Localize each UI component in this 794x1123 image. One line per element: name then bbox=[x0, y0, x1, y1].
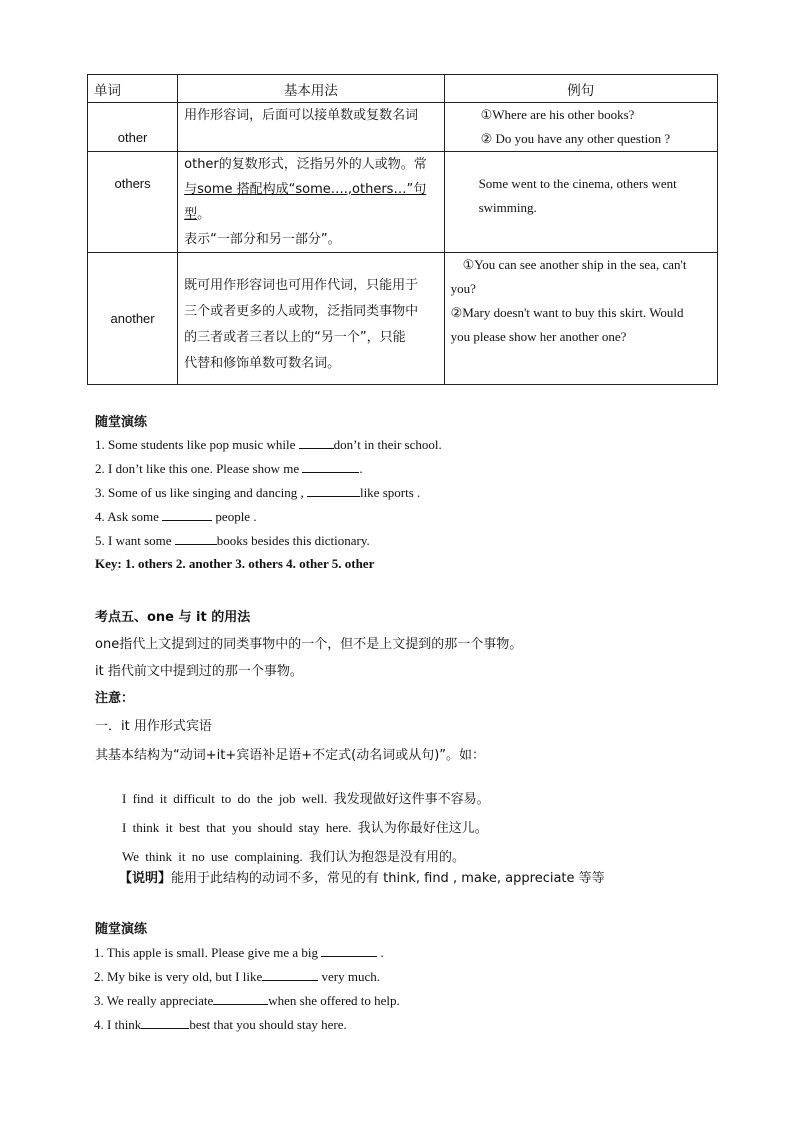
word-cell: others bbox=[88, 152, 178, 253]
usage-cell bbox=[178, 103, 444, 152]
usage-text: other的复数形式，泛指另外的人或物。常 bbox=[184, 157, 427, 172]
practice-item bbox=[95, 508, 257, 525]
practice-text: 3. We really appreciate bbox=[94, 993, 214, 1008]
usage-table bbox=[87, 74, 718, 385]
section-title: 考点五、one 与 it 的用法 bbox=[95, 610, 251, 625]
example-cell bbox=[444, 253, 717, 385]
practice-text: 4. I think bbox=[94, 1017, 142, 1032]
usage-text: 代替和修饰单数可数名词。 bbox=[184, 356, 341, 371]
example-line: ①You can see another ship in the sea, can't bbox=[462, 257, 687, 272]
example-sentence: We think it no use complaining. 我们认为抱怨是没有用的。 bbox=[122, 849, 466, 864]
header-examples: 例句 bbox=[444, 75, 717, 103]
practice-item bbox=[95, 436, 442, 453]
practice-text: 3. Some of us like singing and dancing , bbox=[95, 485, 307, 500]
practice-text: books besides this dictionary. bbox=[216, 533, 370, 548]
practice-item bbox=[94, 1016, 347, 1033]
example-cell bbox=[444, 152, 717, 253]
usage-text: 用作形容词，后面可以接单数或复数名词 bbox=[184, 108, 419, 123]
practice-text: very much. bbox=[318, 969, 380, 984]
practice-item bbox=[95, 532, 370, 549]
explanation-text: 能用于此结构的动词不多，常见的有 think, find , make, appreciate 等等 bbox=[171, 871, 605, 886]
explanation-label: 【说明】 bbox=[119, 871, 172, 886]
practice-item bbox=[95, 484, 420, 501]
word-cell: another bbox=[88, 253, 178, 385]
answer-blank[interactable] bbox=[141, 1016, 189, 1029]
practice-item bbox=[94, 992, 400, 1009]
usage-cell bbox=[178, 253, 444, 385]
practice-text: 5. I want some bbox=[95, 533, 175, 548]
practice-text: 2. I don’t like this one. Please show me bbox=[95, 461, 303, 476]
explanation-line bbox=[119, 867, 605, 886]
answer-blank[interactable] bbox=[175, 532, 217, 545]
practice-text: best that you should stay here. bbox=[189, 1017, 347, 1032]
example-line: ①Where are his other books? bbox=[480, 107, 635, 122]
answer-blank[interactable] bbox=[307, 484, 360, 497]
table-row bbox=[88, 152, 718, 253]
note-label: 注意： bbox=[95, 691, 135, 706]
practice-item bbox=[94, 944, 384, 961]
answer-blank[interactable] bbox=[299, 436, 334, 449]
usage-text: 。 bbox=[197, 207, 211, 222]
practice-text: 1. This apple is small. Please give me a big bbox=[94, 945, 322, 960]
table-row bbox=[88, 103, 718, 152]
practice-text: like sports . bbox=[359, 485, 421, 500]
example-line: swimming. bbox=[478, 200, 537, 215]
body-text: one指代上文提到过的同类事物中的一个，但不是上文提到的那一个事物。 bbox=[95, 637, 523, 652]
example-sentence: I find it difficult to do the job well. 我发现做好这件事不容易。 bbox=[122, 791, 490, 806]
answer-blank[interactable] bbox=[302, 460, 359, 473]
example-line: you? bbox=[450, 281, 476, 296]
answer-key: Key: 1. others 2. another 3. others 4. other 5. other bbox=[95, 556, 375, 571]
practice-text: 1. Some students like pop music while bbox=[95, 437, 299, 452]
word-cell: other bbox=[88, 103, 178, 152]
example-line: Some went to the cinema, others went bbox=[478, 176, 677, 191]
practice-text: when she offered to help. bbox=[268, 993, 400, 1008]
practice-text: 4. Ask some bbox=[95, 509, 163, 524]
usage-text: 表示“一部分和另一部分”。 bbox=[184, 232, 341, 247]
header-usage: 基本用法 bbox=[178, 75, 444, 103]
example-line: ②Mary doesn't want to buy this skirt. Would bbox=[450, 305, 684, 320]
body-text: it 指代前文中提到过的那一个事物。 bbox=[95, 664, 303, 679]
table-header-row bbox=[88, 75, 718, 103]
example-sentence: I think it best that you should stay here. 我认为你最好住这儿。 bbox=[122, 820, 488, 835]
usage-underlined-text: 与some 搭配构成“some….,others…”句型 bbox=[184, 182, 427, 222]
practice-heading: 随堂演练 bbox=[95, 415, 148, 430]
usage-cell bbox=[178, 152, 444, 253]
example-line: ② Do you have any other question ? bbox=[480, 131, 671, 146]
practice-text: . bbox=[359, 461, 363, 476]
usage-text-line bbox=[184, 177, 437, 227]
subheading: 一．it 用作形式宾语 bbox=[95, 719, 212, 734]
example-line: you please show her another one? bbox=[450, 329, 627, 344]
header-word: 单词 bbox=[88, 75, 178, 103]
answer-blank[interactable] bbox=[213, 992, 268, 1005]
answer-blank[interactable] bbox=[321, 944, 377, 957]
practice-heading: 随堂演练 bbox=[95, 922, 148, 937]
body-text: 其基本结构为“动词+it+宾语补足语+不定式(动名词或从句)”。如： bbox=[95, 748, 486, 763]
practice-text: don’t in their school. bbox=[333, 437, 442, 452]
practice-text: 2. My bike is very old, but I like bbox=[94, 969, 263, 984]
practice-text: people . bbox=[212, 509, 257, 524]
answer-blank[interactable] bbox=[162, 508, 212, 521]
answer-blank[interactable] bbox=[262, 968, 318, 981]
usage-text: 三个或者更多的人或物，泛指同类事物中 bbox=[184, 304, 419, 319]
practice-item bbox=[95, 460, 363, 477]
example-cell bbox=[444, 103, 717, 152]
practice-text: . bbox=[377, 945, 384, 960]
usage-text: 的三者或者三者以上的“另一个”，只能 bbox=[184, 330, 406, 345]
practice-item bbox=[94, 968, 380, 985]
usage-text: 既可用作形容词也可用作代词，只能用于 bbox=[184, 278, 419, 293]
table-row bbox=[88, 253, 718, 385]
